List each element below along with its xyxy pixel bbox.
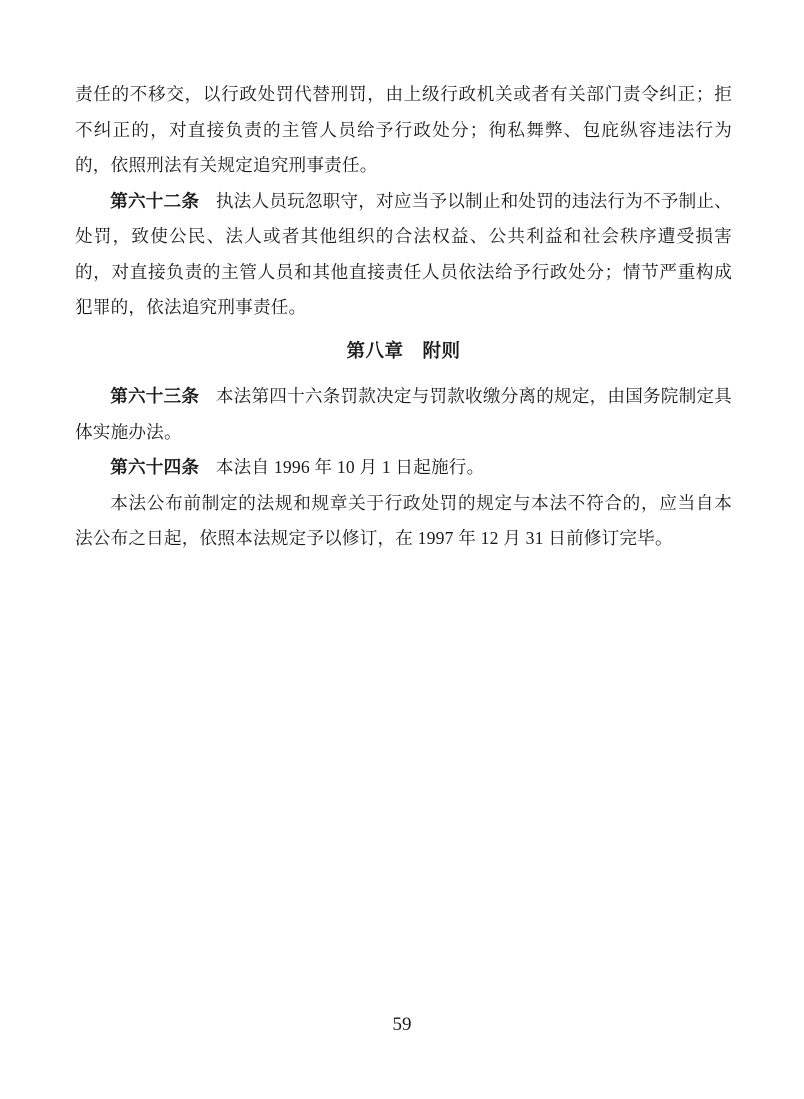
article-62-label: 第六十二条 [110,190,200,211]
article-63-text: 本法第四十六条罚款决定与罚款收缴分离的规定，由国务院制定具体实施办法。 [75,386,732,442]
paragraph-article-64 [75,450,732,486]
article-64-label: 第六十四条 [110,457,200,477]
page-number: 59 [392,1014,412,1035]
article-62-text: 执法人员玩忽职守，对应当予以制止和处罚的违法行为不予制止、处罚，致使公民、法人或者其他组织的合法权益、公共利益和社会秩序遭受损害的，对直接负责的主管人员和其他直接责任人员依法给予行政处分；情节严重构成犯罪的，依法追究刑事责任。 [75,190,732,317]
paragraph-article-62 [75,184,732,326]
page-content [75,77,732,557]
article-64-text: 本法自 1996 年 10 月 1 日起施行。 [215,457,485,477]
chapter-heading: 第八章 附则 [346,341,461,362]
article-63-label: 第六十三条 [110,386,200,406]
paragraph-article-63 [75,379,732,450]
paragraph-closing: 本法公布前制定的法规和规章关于行政处罚的规定与本法不符合的，应当自本法公布之日起，依照本法规定予以修订，在 1997 年 12 月 31 日前修订完毕。 [75,492,732,548]
paragraph-continuation: 责任的不移交，以行政处罚代替刑罚，由上级行政机关或者有关部门责令纠正；拒不纠正的，对直接负责的主管人员给予行政处分；徇私舞弊、包庇纵容违法行为的，依照刑法有关规定追究刑事责任。 [75,84,732,175]
